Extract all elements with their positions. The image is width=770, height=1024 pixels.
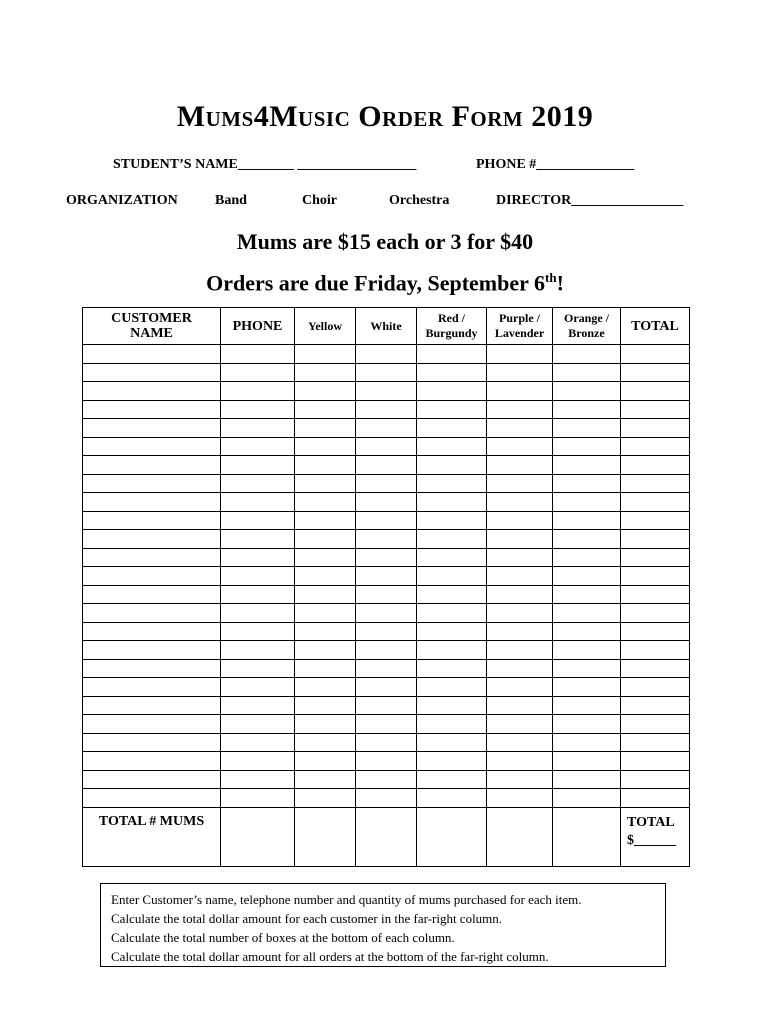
phone-header: PHONE	[221, 308, 295, 345]
entry-cell[interactable]	[621, 585, 690, 604]
entry-cell[interactable]	[621, 733, 690, 752]
entry-cell[interactable]	[417, 548, 487, 567]
grand-total-cell[interactable]: TOTAL $______	[621, 807, 690, 866]
entry-cell[interactable]	[83, 678, 221, 697]
instruction-line: Enter Customer’s name, telephone number and quantity of mums purchased for each item.	[111, 892, 582, 907]
header-row	[83, 308, 690, 345]
table-row	[83, 511, 690, 530]
totals-row	[83, 807, 690, 866]
entry-cell[interactable]	[417, 752, 487, 771]
entry-cell[interactable]	[221, 474, 295, 493]
entry-cell[interactable]	[83, 493, 221, 512]
entry-cell[interactable]	[553, 789, 621, 808]
band-option[interactable]: Band	[215, 193, 247, 208]
entry-cell[interactable]	[221, 437, 295, 456]
table-row	[83, 622, 690, 641]
table-row	[83, 789, 690, 808]
entry-cell[interactable]	[487, 382, 553, 401]
entry-cell[interactable]	[221, 659, 295, 678]
total-cell[interactable]	[487, 807, 553, 866]
entry-cell[interactable]	[417, 511, 487, 530]
entry-cell[interactable]	[83, 419, 221, 438]
entry-cell[interactable]	[356, 382, 417, 401]
entry-cell[interactable]	[295, 493, 356, 512]
white-header: White	[356, 308, 417, 345]
entry-cell[interactable]	[295, 456, 356, 475]
entry-cell[interactable]	[621, 437, 690, 456]
entry-cell[interactable]	[621, 345, 690, 364]
entry-cell[interactable]	[487, 493, 553, 512]
entry-cell[interactable]	[553, 456, 621, 475]
entry-cell[interactable]	[417, 530, 487, 549]
entry-cell[interactable]	[221, 530, 295, 549]
entry-cell[interactable]	[356, 733, 417, 752]
table-row	[83, 659, 690, 678]
entry-cell[interactable]	[417, 585, 487, 604]
instruction-line: Calculate the total dollar amount for each customer in the far-right column.	[111, 911, 503, 926]
entry-cell[interactable]	[83, 733, 221, 752]
entry-cell[interactable]	[487, 678, 553, 697]
entry-cell[interactable]	[295, 585, 356, 604]
entry-cell[interactable]	[553, 567, 621, 586]
entry-cell[interactable]	[621, 548, 690, 567]
instruction-line: Calculate the total dollar amount for all orders at the bottom of the far-right column.	[111, 949, 549, 964]
entry-cell[interactable]	[621, 363, 690, 382]
entry-cell[interactable]	[295, 715, 356, 734]
entry-cell[interactable]	[83, 567, 221, 586]
entry-cell[interactable]	[553, 530, 621, 549]
instructions-box	[100, 883, 666, 967]
total-header: TOTAL	[621, 308, 690, 345]
entry-cell[interactable]	[356, 678, 417, 697]
entry-cell[interactable]	[83, 456, 221, 475]
entry-cell[interactable]	[621, 400, 690, 419]
entry-cell[interactable]	[487, 659, 553, 678]
purple-lavender-header: Purple / Lavender	[487, 308, 553, 345]
total-cell[interactable]	[417, 807, 487, 866]
entry-cell[interactable]	[221, 622, 295, 641]
entry-cell[interactable]	[417, 474, 487, 493]
entry-cell[interactable]	[356, 530, 417, 549]
table-row	[83, 548, 690, 567]
entry-cell[interactable]	[295, 641, 356, 660]
entry-cell[interactable]	[621, 622, 690, 641]
entry-cell[interactable]	[487, 400, 553, 419]
entry-cell[interactable]	[621, 715, 690, 734]
order-table	[82, 307, 690, 867]
entry-cell[interactable]	[83, 474, 221, 493]
table-row	[83, 474, 690, 493]
entry-cell[interactable]	[553, 659, 621, 678]
entry-cell[interactable]	[417, 678, 487, 697]
entry-cell[interactable]	[553, 770, 621, 789]
table-row	[83, 345, 690, 364]
table-row	[83, 456, 690, 475]
choir-option[interactable]: Choir	[302, 193, 337, 208]
entry-cell[interactable]	[295, 382, 356, 401]
entry-cell[interactable]	[356, 752, 417, 771]
entry-cell[interactable]	[356, 585, 417, 604]
entry-cell[interactable]	[221, 733, 295, 752]
entry-cell[interactable]	[221, 789, 295, 808]
orchestra-option[interactable]: Orchestra	[389, 193, 450, 208]
entry-cell[interactable]	[295, 511, 356, 530]
entry-cell[interactable]	[553, 715, 621, 734]
entry-cell[interactable]	[356, 474, 417, 493]
entry-cell[interactable]	[417, 456, 487, 475]
entry-cell[interactable]	[295, 437, 356, 456]
entry-cell[interactable]	[221, 345, 295, 364]
entry-cell[interactable]	[295, 363, 356, 382]
yellow-header: Yellow	[295, 308, 356, 345]
entry-cell[interactable]	[295, 530, 356, 549]
entry-cell[interactable]	[221, 456, 295, 475]
entry-cell[interactable]	[83, 345, 221, 364]
table-row	[83, 733, 690, 752]
table-row	[83, 567, 690, 586]
entry-cell[interactable]	[621, 752, 690, 771]
entry-cell[interactable]	[553, 511, 621, 530]
entry-cell[interactable]	[295, 345, 356, 364]
entry-cell[interactable]	[487, 641, 553, 660]
entry-cell[interactable]	[417, 604, 487, 623]
entry-cell[interactable]	[621, 641, 690, 660]
entry-cell[interactable]	[356, 789, 417, 808]
entry-cell[interactable]	[295, 622, 356, 641]
phone-field[interactable]: PHONE #______________	[476, 157, 635, 172]
entry-cell[interactable]	[417, 659, 487, 678]
entry-cell[interactable]	[417, 363, 487, 382]
entry-cell[interactable]	[487, 604, 553, 623]
entry-cell[interactable]	[487, 456, 553, 475]
entry-cell[interactable]	[621, 530, 690, 549]
total-cell[interactable]	[221, 807, 295, 866]
entry-cell[interactable]	[83, 437, 221, 456]
entry-cell[interactable]	[295, 770, 356, 789]
customer-name-header: CUSTOMER NAME	[83, 308, 221, 345]
entry-cell[interactable]	[553, 474, 621, 493]
entry-cell[interactable]	[553, 493, 621, 512]
entry-cell[interactable]	[356, 363, 417, 382]
entry-cell[interactable]	[553, 419, 621, 438]
entry-cell[interactable]	[621, 419, 690, 438]
entry-cell[interactable]	[83, 530, 221, 549]
entry-cell[interactable]	[621, 789, 690, 808]
table-row	[83, 363, 690, 382]
entry-cell[interactable]	[621, 604, 690, 623]
entry-cell[interactable]	[487, 345, 553, 364]
entry-cell[interactable]	[83, 382, 221, 401]
table-row	[83, 696, 690, 715]
director-field[interactable]: DIRECTOR________________	[496, 193, 684, 208]
entry-cell[interactable]	[487, 696, 553, 715]
entry-cell[interactable]	[487, 530, 553, 549]
entry-cell[interactable]	[221, 585, 295, 604]
student-name-field[interactable]: STUDENT’S NAME________ _________________	[113, 157, 417, 172]
entry-cell[interactable]	[553, 548, 621, 567]
entry-cell[interactable]	[295, 567, 356, 586]
entry-cell[interactable]	[553, 733, 621, 752]
entry-cell[interactable]	[487, 437, 553, 456]
entry-cell[interactable]	[83, 659, 221, 678]
entry-cell[interactable]	[356, 400, 417, 419]
total-cell[interactable]	[295, 807, 356, 866]
entry-cell[interactable]	[295, 678, 356, 697]
entry-cell[interactable]	[621, 659, 690, 678]
entry-cell[interactable]	[295, 733, 356, 752]
entry-cell[interactable]	[553, 585, 621, 604]
entry-cell[interactable]	[356, 419, 417, 438]
entry-cell[interactable]	[487, 752, 553, 771]
entry-cell[interactable]	[295, 419, 356, 438]
entry-cell[interactable]	[553, 400, 621, 419]
entry-cell[interactable]	[221, 696, 295, 715]
entry-cell[interactable]	[83, 622, 221, 641]
entry-cell[interactable]	[356, 770, 417, 789]
entry-cell[interactable]	[83, 363, 221, 382]
table-row	[83, 530, 690, 549]
table-row	[83, 770, 690, 789]
entry-cell[interactable]	[83, 696, 221, 715]
entry-cell[interactable]	[621, 456, 690, 475]
table-row	[83, 419, 690, 438]
entry-cell[interactable]	[83, 752, 221, 771]
entry-cell[interactable]	[356, 715, 417, 734]
red-burgundy-header: Red / Burgundy	[417, 308, 487, 345]
entry-cell[interactable]	[621, 696, 690, 715]
entry-cell[interactable]	[553, 604, 621, 623]
entry-cell[interactable]	[221, 678, 295, 697]
entry-cell[interactable]	[417, 696, 487, 715]
entry-cell[interactable]	[553, 678, 621, 697]
entry-cell[interactable]	[621, 493, 690, 512]
entry-cell[interactable]	[553, 641, 621, 660]
entry-cell[interactable]	[487, 548, 553, 567]
table-row	[83, 585, 690, 604]
entry-cell[interactable]	[487, 770, 553, 789]
entry-cell[interactable]	[356, 696, 417, 715]
entry-cell[interactable]	[221, 752, 295, 771]
entry-cell[interactable]	[553, 752, 621, 771]
form-title: Mums4Music Order Form 2019	[176, 100, 594, 133]
entry-cell[interactable]	[221, 770, 295, 789]
entry-cell[interactable]	[221, 567, 295, 586]
price-line: Mums are $15 each or 3 for $40	[236, 229, 534, 254]
table-row	[83, 715, 690, 734]
entry-cell[interactable]	[221, 511, 295, 530]
table-row	[83, 641, 690, 660]
entry-cell[interactable]	[417, 437, 487, 456]
due-date-line: Orders are due Friday, September 6th!	[206, 270, 564, 296]
entry-cell[interactable]	[417, 715, 487, 734]
entry-cell[interactable]	[621, 511, 690, 530]
table-row	[83, 493, 690, 512]
entry-cell[interactable]	[417, 382, 487, 401]
table-row	[83, 382, 690, 401]
entry-cell[interactable]	[221, 641, 295, 660]
entry-cell[interactable]	[487, 511, 553, 530]
table-row	[83, 437, 690, 456]
total-mums-label: TOTAL # MUMS	[83, 807, 221, 866]
table-row	[83, 604, 690, 623]
entry-cell[interactable]	[417, 567, 487, 586]
entry-cell[interactable]	[83, 715, 221, 734]
entry-cell[interactable]	[417, 419, 487, 438]
entry-cell[interactable]	[295, 548, 356, 567]
entry-cell[interactable]	[221, 382, 295, 401]
entry-cell[interactable]	[295, 400, 356, 419]
entry-cell[interactable]	[221, 419, 295, 438]
entry-cell[interactable]	[417, 345, 487, 364]
entry-cell[interactable]	[356, 456, 417, 475]
entry-cell[interactable]	[83, 604, 221, 623]
entry-cell[interactable]	[83, 511, 221, 530]
entry-cell[interactable]	[356, 604, 417, 623]
entry-cell[interactable]	[356, 659, 417, 678]
entry-cell[interactable]	[221, 604, 295, 623]
entry-cell[interactable]	[487, 567, 553, 586]
entry-cell[interactable]	[295, 752, 356, 771]
entry-cell[interactable]	[553, 363, 621, 382]
entry-cell[interactable]	[487, 585, 553, 604]
entry-cell[interactable]	[553, 345, 621, 364]
entry-cell[interactable]	[621, 678, 690, 697]
entry-cell[interactable]	[553, 437, 621, 456]
entry-cell[interactable]	[221, 363, 295, 382]
instruction-line: Calculate the total number of boxes at the bottom of each column.	[111, 930, 455, 945]
entry-cell[interactable]	[356, 437, 417, 456]
entry-cell[interactable]	[621, 382, 690, 401]
entry-cell[interactable]	[221, 400, 295, 419]
entry-cell[interactable]	[356, 493, 417, 512]
entry-cell[interactable]	[553, 622, 621, 641]
entry-cell[interactable]	[356, 567, 417, 586]
entry-cell[interactable]	[417, 622, 487, 641]
entry-cell[interactable]	[356, 622, 417, 641]
entry-cell[interactable]	[487, 622, 553, 641]
entry-cell[interactable]	[83, 585, 221, 604]
entry-cell[interactable]	[487, 789, 553, 808]
entry-cell[interactable]	[356, 641, 417, 660]
entry-cell[interactable]	[356, 511, 417, 530]
entry-cell[interactable]	[83, 770, 221, 789]
entry-cell[interactable]	[356, 548, 417, 567]
entry-cell[interactable]	[221, 715, 295, 734]
entry-cell[interactable]	[83, 789, 221, 808]
entry-cell[interactable]	[221, 493, 295, 512]
total-cell[interactable]	[553, 807, 621, 866]
organization-label: ORGANIZATION	[66, 193, 178, 208]
entry-cell[interactable]	[295, 659, 356, 678]
entry-cell[interactable]	[83, 548, 221, 567]
total-cell[interactable]	[356, 807, 417, 866]
entry-cell[interactable]	[417, 770, 487, 789]
orange-bronze-header: Orange / Bronze	[553, 308, 621, 345]
entry-cell[interactable]	[295, 789, 356, 808]
entry-cell[interactable]	[295, 474, 356, 493]
entry-cell[interactable]	[417, 733, 487, 752]
entry-cell[interactable]	[417, 789, 487, 808]
entry-cell[interactable]	[221, 548, 295, 567]
entry-cell[interactable]	[487, 363, 553, 382]
entry-cell[interactable]	[553, 382, 621, 401]
entry-cell[interactable]	[621, 770, 690, 789]
entry-cell[interactable]	[83, 400, 221, 419]
entry-cell[interactable]	[83, 641, 221, 660]
entry-cell[interactable]	[487, 419, 553, 438]
entry-cell[interactable]	[295, 604, 356, 623]
table-row	[83, 752, 690, 771]
entry-cell[interactable]	[417, 641, 487, 660]
entry-cell[interactable]	[487, 733, 553, 752]
entry-cell[interactable]	[417, 400, 487, 419]
entry-cell[interactable]	[487, 474, 553, 493]
entry-cell[interactable]	[487, 715, 553, 734]
entry-cell[interactable]	[621, 474, 690, 493]
table-row	[83, 678, 690, 697]
entry-cell[interactable]	[553, 696, 621, 715]
entry-cell[interactable]	[417, 493, 487, 512]
table-row	[83, 400, 690, 419]
entry-cell[interactable]	[295, 696, 356, 715]
entry-cell[interactable]	[356, 345, 417, 364]
entry-cell[interactable]	[621, 567, 690, 586]
